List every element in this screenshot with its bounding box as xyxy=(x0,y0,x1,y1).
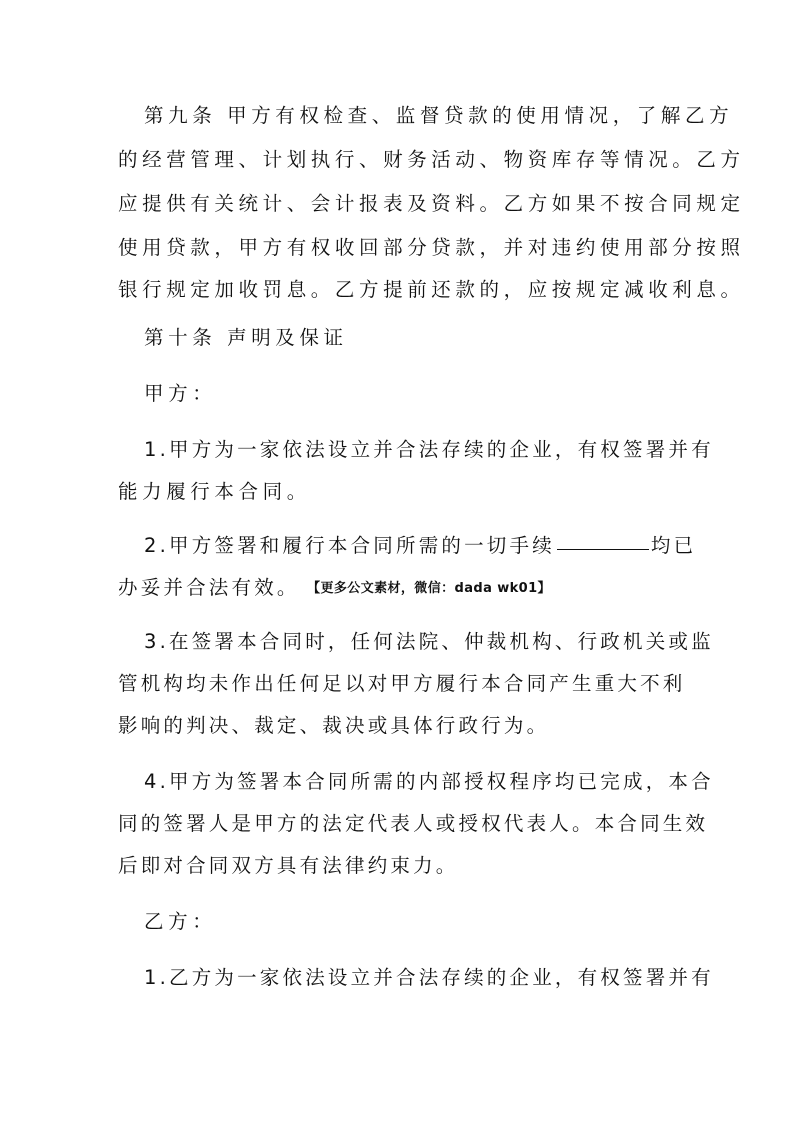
item-2-text-2: 办妥并合法有效。 xyxy=(118,576,300,599)
party-b-item-1-line-1: 1.乙方为一家依法设立并合法存续的企业，有权签署并有 xyxy=(144,966,714,989)
article-9-line-1: 第九条 甲方有权检查、监督贷款的使用情况，了解乙方 xyxy=(144,104,734,127)
fill-in-blank xyxy=(557,547,649,550)
party-a-item-3-line-3: 影响的判决、裁定、裁决或具体行政行为。 xyxy=(118,714,550,737)
party-a-item-1-line-2: 能力履行本合同。 xyxy=(118,480,311,503)
party-a-item-1-line-1: 1.甲方为一家依法设立并合法存续的企业，有权签署并有 xyxy=(144,438,714,461)
party-a-item-3-line-1: 3.在签署本合同时，任何法院、仲裁机构、行政机关或监 xyxy=(144,630,714,653)
party-a-item-4-line-2: 同的签署人是甲方的法定代表人或授权代表人。本合同生效 xyxy=(118,812,709,835)
article-9-line-4: 使用贷款，甲方有权收回部分贷款，并对违约使用部分按照 xyxy=(118,236,745,259)
party-a-heading: 甲方： xyxy=(144,382,217,405)
party-a-item-3-line-2: 管机构均未作出任何足以对甲方履行本合同产生重大不利 xyxy=(118,672,686,695)
party-a-item-4-line-1: 4.甲方为签署本合同所需的内部授权程序均已完成，本合 xyxy=(144,770,714,793)
party-a-item-4-line-3: 后即对合同双方具有法律约束力。 xyxy=(118,854,459,877)
party-a-item-2-line-1 xyxy=(144,526,697,566)
article-9-line-5: 银行规定加收罚息。乙方提前还款的，应按规定减收利息。 xyxy=(118,278,745,301)
item-2-text: 2.甲方签署和履行本合同所需的一切手续 xyxy=(144,534,555,557)
article-9-line-3: 应提供有关统计、会计报表及资料。乙方如果不按合同规定 xyxy=(118,192,745,215)
watermark-note: 【更多公文素材，微信：dada wk01】 xyxy=(313,581,551,596)
article-10-heading: 第十条 声明及保证 xyxy=(144,326,348,349)
article-9-line-2: 的经营管理、计划执行、财务活动、物资库存等情况。乙方 xyxy=(118,148,745,171)
party-a-item-2-line-2 xyxy=(118,568,678,608)
item-2-text-tail: 均已 xyxy=(650,534,697,557)
party-b-heading: 乙方： xyxy=(144,910,217,933)
